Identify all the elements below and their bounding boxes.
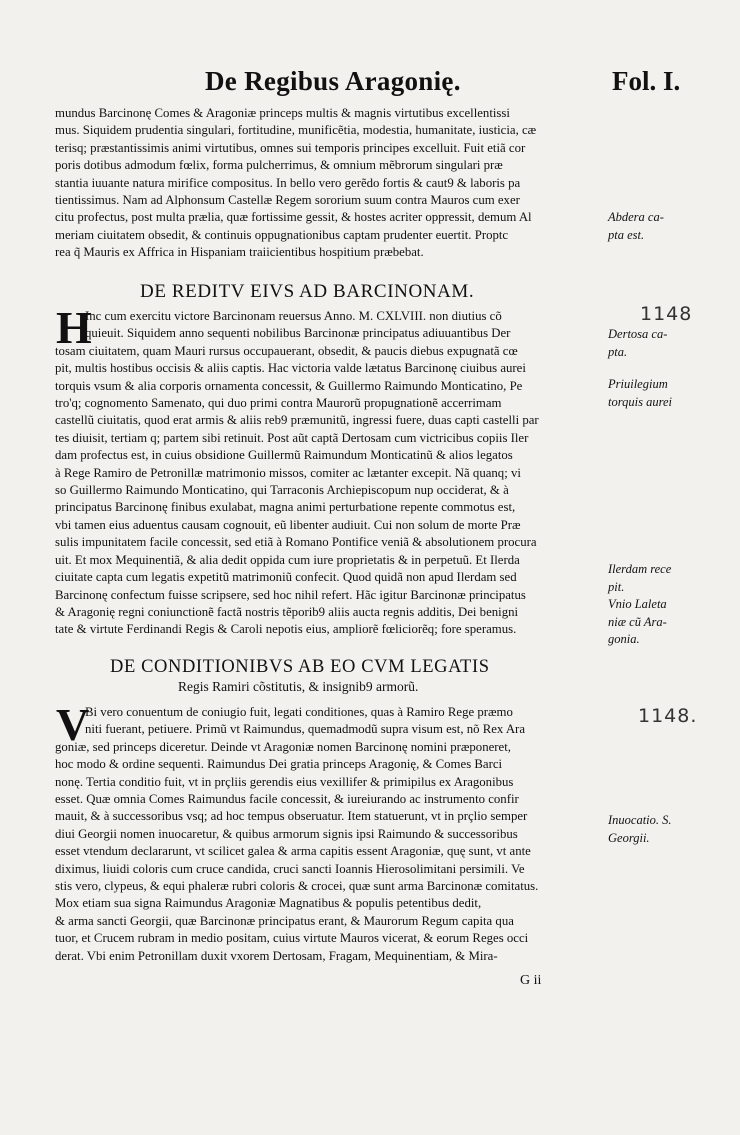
margin-note-line: Abdera ca- bbox=[608, 210, 664, 224]
text-line: tate & virtute Ferdinandi Regis & Caroli nepotis eius, ampliorẽ fœliciorẽq; fore speramus. bbox=[55, 622, 517, 637]
text-line: poris dotibus admodum fœlix, forma pulcherrimus, & omnium mẽbrorum singulari præ bbox=[55, 158, 503, 173]
margin-note-line: gonia. bbox=[608, 632, 640, 646]
text-line: goniæ, sed princeps diceretur. Deinde vt Aragoniæ nomen Barcinonę nomini præponeret, bbox=[55, 739, 511, 754]
text-line: stantia iuuante natura mirifice compositus. In bello vero gerẽdo fortis & caut9 & laboris pa bbox=[55, 175, 521, 190]
text-line: rea q̃ Mauris ex Affrica in Hispaniam traiicientibus hospitium præbebat. bbox=[55, 245, 424, 260]
folio-number: Fol. I. bbox=[612, 66, 681, 96]
text-line: so Guillermo Raimundo Monticatino, qui Tarraconis Archiepiscopum nup occiderat, & à bbox=[55, 483, 509, 498]
handwritten-year-annotation: 1148 bbox=[640, 303, 693, 325]
paragraph-conditionibus bbox=[55, 699, 603, 965]
margin-note-line: Inuocatio. S. bbox=[608, 813, 672, 827]
margin-note-inuocatio bbox=[608, 812, 733, 847]
signature-mark: G ii bbox=[520, 973, 542, 988]
text-line: esset. Quæ omnia Comes Raimundus facile concessit, & iureiurando ac instrumento confir bbox=[55, 792, 519, 807]
text-line: terisq; præstantissimis animi virtutibus, omnes sui temporis principes excelluit. Fuit etiã cor bbox=[55, 140, 526, 155]
margin-note-line: Georgii. bbox=[608, 830, 650, 845]
margin-note-line: Ilerdam rece bbox=[608, 562, 672, 576]
margin-note-line: Priuilegium bbox=[608, 377, 668, 391]
text-line: tosam ciuitatem, quam Mauri rursus occupauerant, obsedit, & paucis diebus expugnatã cœ bbox=[55, 343, 518, 358]
text-line: Mox etiam sua signa Raimundus Aragoniæ Magnatibus & populis petentibus dedit, bbox=[55, 896, 482, 911]
text-line: tes diuisit, tertiam q; partem sibi retinuit. Post aũt captã Dertosam cum victricibus copiis Iler bbox=[55, 430, 529, 445]
paragraph-reditu bbox=[55, 302, 603, 639]
text-line: à Rege Ramiro de Petronillæ matrimonio missos, comiter ac lætanter excepit. Nã quanq; vi bbox=[55, 465, 521, 480]
text-line: tientissimus. Nam ad Alphonsum Castellæ Regem sororium suum contra Mauros cum exer bbox=[55, 193, 520, 208]
drop-capital-h: H bbox=[56, 302, 92, 353]
margin-note-abdera bbox=[608, 209, 733, 244]
text-line: dam profectus est, in cuius obsidione Guillermũ Raimundum Monticatinũ & alios legatos bbox=[55, 448, 513, 463]
text-line: Inc cum exercitu victore Barcinonam reuersus Anno. M. CXLVIII. non diutius cõ bbox=[85, 309, 502, 323]
text-line: & arma sancti Georgii, quæ Barcinonæ principatus erant, & Maurorum Regum capita qua bbox=[55, 913, 514, 928]
text-line: meriam ciuitatem obsedit, & continuis oppugnationibus captam prudenter euertit. Proptc bbox=[55, 227, 509, 242]
text-line: derat. Vbi enim Petronillam duxit vxorem Dertosam, Fragam, Mequinentiam, & Mira- bbox=[55, 948, 498, 963]
section-heading-reditu: DE REDITV EIVS AD BARCINONAM. bbox=[140, 281, 475, 302]
margin-note-line: Vnio Laleta bbox=[608, 597, 667, 611]
drop-capital-v: V bbox=[56, 699, 90, 750]
text-line: principatus Barcinonę finibus exulabat, magna animi perturbatione repente commotus est, bbox=[55, 500, 516, 515]
margin-note-line: pta est. bbox=[608, 227, 645, 242]
text-line: mauit, & à successoribus vsq; ad hoc tempus obseruatur. Item statuerunt, vt in prçlio semper bbox=[55, 809, 528, 824]
text-line: mundus Barcinonę Comes & Aragoniæ princeps multis & magnis virtutibus excellentissi bbox=[55, 106, 510, 120]
text-line: tro'q; cognomento Samenato, qui duo primi contra Maurorũ propugnationẽ accerrimam bbox=[55, 396, 502, 411]
text-line: mus. Siquidem prudentia singulari, fortitudine, munificẽtia, modestia, humanitate, iusticia, cæ bbox=[55, 123, 537, 138]
paragraph-opening bbox=[55, 105, 603, 262]
section-subheading: Regis Ramiri cõstitutis, & insignib9 armorũ. bbox=[178, 679, 419, 694]
margin-note-line: pta. bbox=[608, 344, 628, 359]
margin-note-ilerdam bbox=[608, 561, 733, 596]
text-line: Bi vero conuentum de coniugio fuit, legati conditiones, quas à Ramiro Rege præmo bbox=[85, 705, 513, 719]
text-line: pit, multis hostibus occisis & aliis captis. Hac victoria valde lætatus Barcinonę ciuibus aurei bbox=[55, 361, 526, 376]
handwritten-year-annotation: 1148. bbox=[638, 705, 698, 727]
text-line: uit. Et mox Mequinentiã, & alia dedit oppida cum iure proprietatis & in perpetuũ. Et Ilerda bbox=[55, 552, 520, 567]
margin-note-dertosa bbox=[608, 326, 733, 361]
text-line: esset vtendum declararunt, vt scilicet galea & arma capitis essent Aragoniæ, quę sunt, vt ante bbox=[55, 844, 531, 859]
text-line: niti fuerant, petiuere. Primũ vt Raimundus, quemadmodũ supra visum est, nõ Rex Ara bbox=[85, 722, 525, 737]
margin-note-line: niæ cũ Ara- bbox=[608, 614, 667, 629]
margin-note-line: Dertosa ca- bbox=[608, 327, 668, 341]
text-line: sulis impunitatem facile concessit, sed etiã à Romano Pontifice veniã & absolutionem procura bbox=[55, 535, 537, 550]
margin-note-priuilegium bbox=[608, 376, 733, 411]
text-line: & Aragonię regni coniunctionẽ factã nostris tẽporib9 aliis aucta regnis additis, Dei benigni bbox=[55, 604, 519, 619]
text-line: diui Georgii nomen inuocaretur, & quibus armorum signis ipsi Raimundo & successoribus bbox=[55, 826, 518, 841]
text-line: quieuit. Siquidem anno sequenti nobilibus Barcinonæ principatus adiuuantibus Der bbox=[85, 326, 511, 341]
text-line: stis vero, clypeus, & equi phaleræ rubri coloris & crocei, quæ sunt arma Barcinonæ comitatus. bbox=[55, 879, 539, 894]
text-line: castellũ ciuitatis, quod erat armis & aliis reb9 præmunitũ, ingressi fuere, duas capti castelli par bbox=[55, 413, 539, 428]
text-line: diximus, liuidi coloris cum cruce candida, cruci sancti Ioannis Hierosolimitani persimili. Ve bbox=[55, 861, 525, 876]
text-line: nonę. Tertia conditio fuit, vt in prçliis gerendis eius vexillifer & primipilus ex Aragonibus bbox=[55, 774, 514, 789]
running-head: De Regibus Aragonię. bbox=[205, 66, 461, 96]
text-line: citu profectus, post multa prælia, quæ fortissime gessit, & hostes acriter oppressit, demum Al bbox=[55, 210, 532, 225]
margin-note-line: torquis aurei bbox=[608, 394, 673, 409]
text-line: vbi tamen eius aduentus causam cognouit, eũ libenter audiuit. Cui non solum de morte Præ bbox=[55, 517, 521, 532]
margin-note-vnio bbox=[608, 596, 733, 649]
text-line: torquis vsum & alia corporis ornamenta concessit, & Guillermo Raimundo Monticatino, Pe bbox=[55, 378, 523, 393]
section-heading-conditionibus: DE CONDITIONIBVS AB EO CVM LEGATIS bbox=[110, 657, 490, 677]
text-line: tuor, et Crucem rubram in medio positam, cuius virtute Mauros vicerat, & eorum Reges occi bbox=[55, 931, 529, 946]
text-line: ciuitate capta cum legatis expetitũ matrimoniũ confecit. Quod quidã non apud Ilerdam sed bbox=[55, 570, 517, 585]
margin-note-line: pit. bbox=[608, 579, 625, 594]
text-line: hoc modo & ordine sequenti. Raimundus Dei gratia princeps Aragonię, & Comes Barci bbox=[55, 757, 503, 772]
text-line: Barcinonę confectum fuisse scripsere, sed hoc nihil refert. Hãc igitur Barcinonæ principatus bbox=[55, 587, 526, 602]
